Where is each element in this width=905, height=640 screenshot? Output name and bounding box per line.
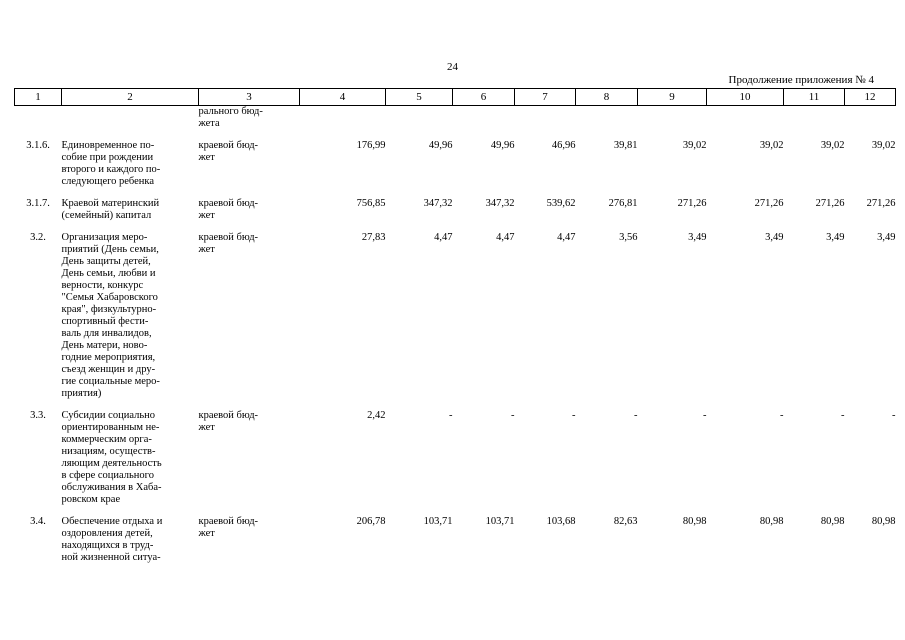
column-header: 1 [15, 89, 62, 106]
value-cell: 39,81 [613, 140, 638, 151]
column-header: 4 [300, 89, 386, 106]
value-cell: 80,98 [820, 516, 845, 527]
value-cell: 39,02 [820, 140, 845, 151]
column-header: 5 [386, 89, 453, 106]
source-cell: рального бюд- жета [198, 106, 263, 129]
budget-table [14, 88, 896, 574]
value-cell: 3,56 [619, 232, 638, 243]
column-header: 6 [453, 89, 515, 106]
value-cell: 3,49 [826, 232, 845, 243]
value-cell: 271,26 [754, 198, 784, 209]
column-header: 11 [784, 89, 845, 106]
row-number: 3.3. [30, 410, 46, 421]
value-cell: 176,99 [356, 140, 386, 151]
continuation-row [15, 106, 896, 141]
value-cell: 756,85 [356, 198, 386, 209]
value-cell: 4,47 [434, 232, 453, 243]
value-cell: 46,96 [551, 140, 576, 151]
column-header: 2 [62, 89, 199, 106]
value-cell: - [703, 410, 707, 421]
table-row [15, 516, 896, 574]
value-cell: 4,47 [557, 232, 576, 243]
value-cell: 82,63 [613, 516, 638, 527]
value-cell: 539,62 [546, 198, 576, 209]
activity-name: Единовременное по- собие при рождении второго и каждого по- следующего ребенка [61, 140, 161, 187]
row-number: 3.1.7. [26, 198, 50, 209]
value-cell: - [841, 410, 845, 421]
source-cell: краевой бюд- жет [198, 232, 259, 255]
value-cell: 103,68 [546, 516, 576, 527]
value-cell: 4,47 [496, 232, 515, 243]
value-cell: 347,32 [423, 198, 453, 209]
value-cell: 80,98 [871, 516, 896, 527]
activity-name: Организация меро- приятий (День семьи, День защиты детей, День семьи, любви и верности, конкурс "Семья Хабаровского края", физкультурно- спортивный фести- валь для инвалидов, День матери, ново- годние мероприятия, съезд женщин и дру- гие социальные меро- приятия) [61, 232, 160, 399]
value-cell: 3,49 [765, 232, 784, 243]
value-cell: 103,71 [423, 516, 453, 527]
value-cell: 80,98 [759, 516, 784, 527]
continuation-note: Продолжение приложения № 4 [728, 74, 874, 86]
row-number: 3.2. [30, 232, 46, 243]
table-row [15, 410, 896, 516]
column-header: 3 [199, 89, 300, 106]
header-row [15, 89, 896, 106]
value-cell: 39,02 [682, 140, 707, 151]
activity-name: Субсидии социально ориентированным не- коммерческим орга- низациям, осуществ- ляющим деятельность в сфере социального обслуживания в Хаба- ровском крае [61, 410, 162, 505]
table-row [15, 198, 896, 232]
value-cell: 206,78 [356, 516, 386, 527]
value-cell: 2,42 [367, 410, 386, 421]
value-cell: 49,96 [428, 140, 453, 151]
value-cell: 27,83 [361, 232, 386, 243]
value-cell: - [449, 410, 453, 421]
value-cell: 271,26 [815, 198, 845, 209]
value-cell: - [780, 410, 784, 421]
activity-name: Обеспечение отдыха и оздоровления детей, находящихся в труд- ной жизненной ситуа- [61, 516, 163, 563]
source-cell: краевой бюд- жет [198, 410, 259, 433]
value-cell: 49,96 [490, 140, 515, 151]
source-cell: краевой бюд- жет [198, 140, 259, 163]
value-cell: 3,49 [877, 232, 896, 243]
table-row [15, 140, 896, 198]
source-cell: краевой бюд- жет [198, 516, 259, 539]
activity-name: Краевой материнский (семейный) капитал [61, 198, 160, 221]
row-number: 3.4. [30, 516, 46, 527]
value-cell: 3,49 [688, 232, 707, 243]
value-cell: - [634, 410, 638, 421]
row-number: 3.1.6. [26, 140, 50, 151]
value-cell: - [511, 410, 515, 421]
value-cell: 276,81 [608, 198, 638, 209]
page-number: 24 [447, 61, 458, 73]
value-cell: - [892, 410, 896, 421]
column-header: 9 [638, 89, 707, 106]
column-header: 7 [515, 89, 576, 106]
value-cell: 80,98 [682, 516, 707, 527]
value-cell: 271,26 [866, 198, 896, 209]
column-header: 8 [576, 89, 638, 106]
table-row [15, 232, 896, 410]
column-header: 12 [845, 89, 896, 106]
value-cell: 271,26 [677, 198, 707, 209]
value-cell: 39,02 [871, 140, 896, 151]
value-cell: 103,71 [485, 516, 515, 527]
source-cell: краевой бюд- жет [198, 198, 259, 221]
column-header: 10 [707, 89, 784, 106]
value-cell: 39,02 [759, 140, 784, 151]
value-cell: - [572, 410, 576, 421]
value-cell: 347,32 [485, 198, 515, 209]
